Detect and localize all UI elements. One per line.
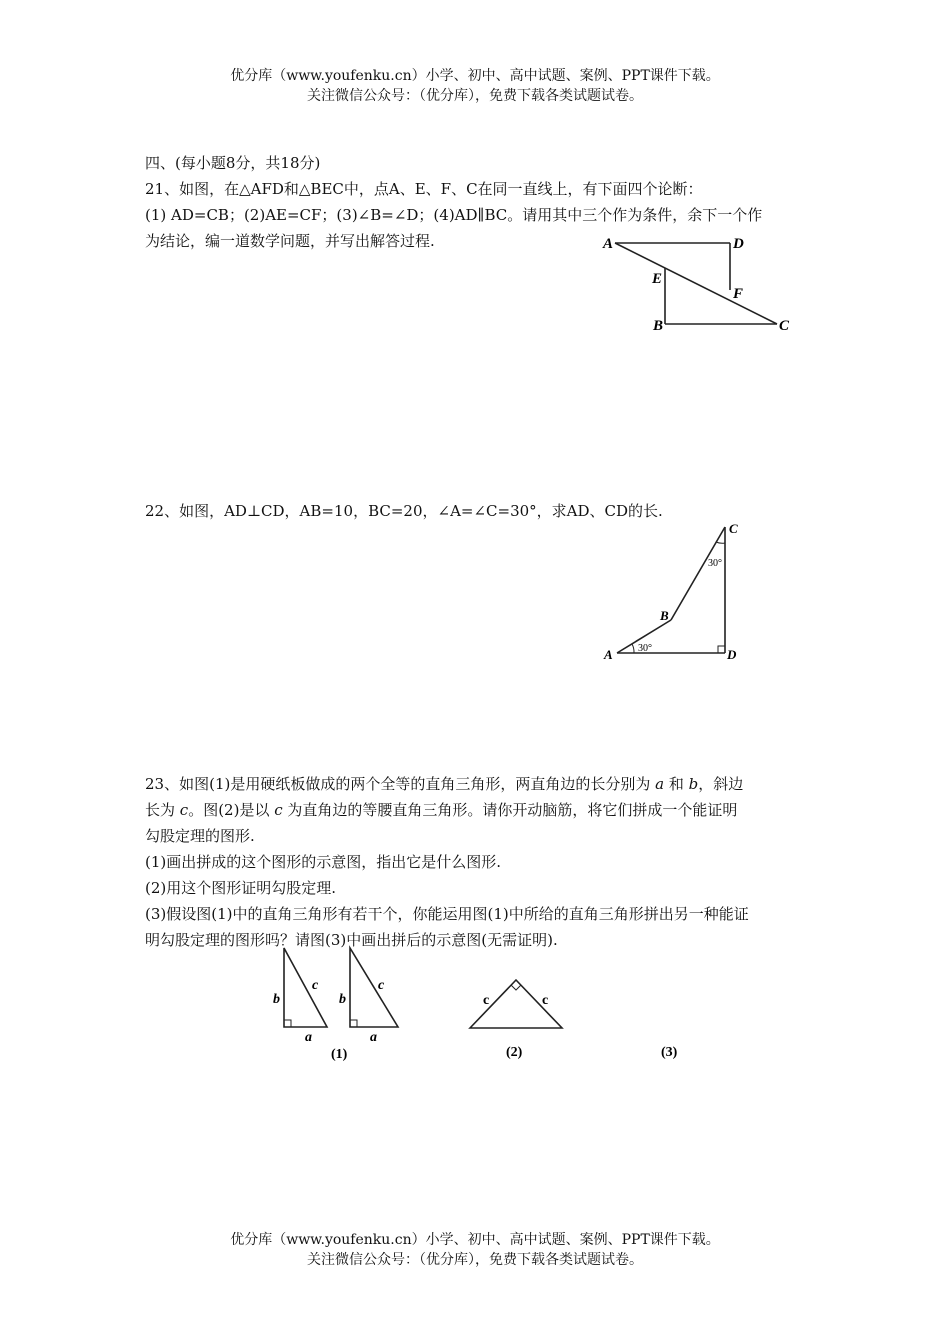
label-b: B [660,608,669,623]
footer-line-2: 关注微信公众号：（优分库），免费下载各类试题试卷。 [307,1252,643,1268]
var-b: b [688,775,699,793]
label-f: F [733,286,744,302]
q21-line-3: 为结论，编一道数学问题，并写出解答过程. [145,232,435,250]
q23-line-3: 勾股定理的图形. [145,827,255,845]
var-c: c [179,801,189,819]
q23-line-1-pre: 23、如图(1)是用硬纸板做成的两个全等的直角三角形，两直角边的长分别为 [145,775,651,793]
caption-1: (1) [331,1047,348,1062]
label-e: E [652,271,663,287]
q23-line-1-post: ，斜边 [698,775,744,793]
footer-line-1: 优分库（www.youfenku.cn）小学、初中、高中试题、案例、PPT课件下载。 [230,1232,720,1248]
q21-line-1: 21、如图，在△AFD和△BEC中，点A、E、F、C在同一直线上，有下面四个论断： [145,180,703,198]
q23-figure [265,940,705,1070]
angle-c-arc [716,542,725,543]
label-c: C [779,318,790,334]
segment-cb [671,527,725,620]
angle-a-label: 30° [638,643,652,654]
var-c-2: c [274,801,283,819]
tri2-c: c [378,978,385,993]
q23-sub-1: (1)画出拼成的这个图形的示意图，指出它是什么图形. [145,853,502,871]
q22-text: 22、如图，AD⊥CD，AB=10，BC=20，∠A=∠C=30°，求AD、CD的长. [145,502,663,520]
label-d: D [733,236,744,252]
var-a: a [655,775,665,793]
q21-line-2: (1) AD=CB；(2)AE=CF；(3)∠B=∠D；(4)AD∥BC。请用其中三个作为条件，余下一个作 [145,206,763,224]
angle-a-arc [632,644,634,653]
q21-figure [595,230,805,340]
label-b: B [653,318,664,334]
tri1-a: a [305,1030,312,1045]
right-triangle-2 [350,948,398,1027]
caption-3: (3) [661,1045,678,1060]
segment-ac [615,243,777,324]
q23-and: 和 [668,775,684,793]
right-angle-mark-3 [511,985,521,990]
page-footer [0,1230,950,1270]
q23-sub-2: (2)用这个图形证明勾股定理. [145,879,337,897]
q23-line-1 [145,771,810,797]
right-triangle-1 [284,948,327,1027]
q23-sub-3-line-1: (3)假设图(1)中的直角三角形有若干个，你能运用图(1)中所给的直角三角形拼出另一种能证 [145,905,749,923]
angle-c-label: 30° [708,558,722,569]
q23-line-2-post: 为直角边的等腰直角三角形。请你开动脑筋，将它们拼成一个能证明 [287,801,738,819]
tri2-a: a [370,1030,377,1045]
header-line-1: 优分库（www.youfenku.cn）小学、初中、高中试题、案例、PPT课件下载。 [230,68,720,84]
label-a: A [603,236,614,252]
q23-sub-3-line-2: 明勾股定理的图形吗？请图(3)中画出拼后的示意图(无需证明). [145,931,558,949]
iso-c-left: c [483,993,490,1008]
tri2-b: b [339,992,346,1007]
right-angle-mark-1 [284,1020,291,1027]
tri1-b: b [273,992,280,1007]
label-d: D [727,647,737,662]
label-a: A [604,647,613,662]
question-23-block [145,771,810,953]
right-angle-mark [718,646,725,653]
section-title: 四、(每小题8分，共18分) [145,154,321,172]
q23-line-2 [145,797,810,823]
iso-c-right: c [542,993,549,1008]
q22-figure [598,520,758,665]
q23-line-2-pre: 长为 [145,801,176,819]
q23-line-2-mid: 。图(2)是以 [188,801,270,819]
page-header [0,66,950,106]
label-c: C [729,521,738,536]
caption-2: (2) [506,1045,523,1060]
header-line-2: 关注微信公众号：（优分库），免费下载各类试题试卷。 [307,88,643,104]
tri1-c: c [312,978,319,993]
right-angle-mark-2 [350,1020,357,1027]
